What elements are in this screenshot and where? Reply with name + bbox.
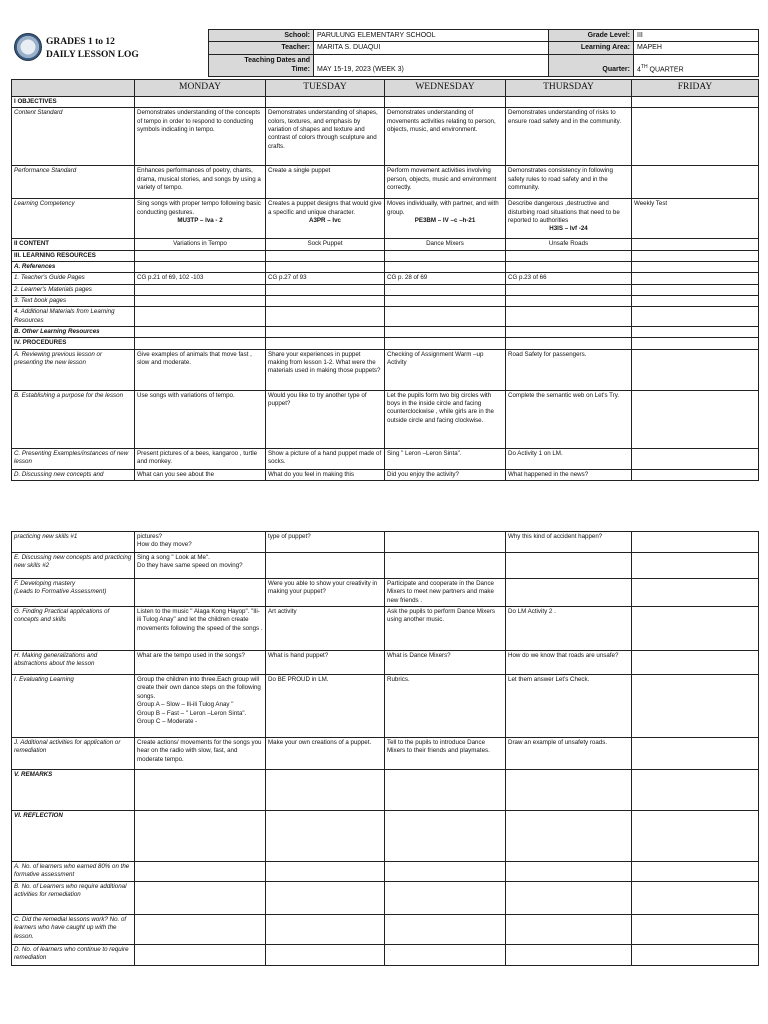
document-title [46, 36, 139, 62]
cell-text: Share your experiences in puppet making from lesson 1-2. What were the materials used in making those puppets? [268, 350, 381, 375]
quarter-value: 4TH QUARTER [634, 54, 759, 76]
day-cell [266, 944, 385, 965]
cell-text: Show a picture of a hand puppet made of socks. [268, 449, 382, 466]
deped-seal-logo [14, 33, 42, 61]
day-cell [135, 579, 266, 607]
lesson-row [12, 284, 759, 295]
cell-text: Demonstrates understanding of risks to ensure road safety and in the community. [508, 109, 622, 125]
day-cell [385, 349, 506, 390]
day-cell [135, 327, 266, 338]
day-cell [266, 338, 385, 349]
lesson-row [12, 273, 759, 284]
row-label: II CONTENT [12, 239, 135, 250]
row-label: G. Finding Practical applications of concepts and skills [12, 607, 135, 651]
row-label: I. Evaluating Learning [12, 675, 135, 738]
day-cell [135, 553, 266, 579]
lesson-row [12, 448, 759, 469]
title-line-1: GRADES 1 to 12 [46, 37, 115, 47]
lesson-row [12, 250, 759, 261]
day-cell [135, 738, 266, 770]
row-label: B. No. of Learners who require additional activities for remediation [12, 881, 135, 914]
day-cell [506, 295, 632, 306]
row-label: C. Did the remedial lessons work? No. of learners who have caught up with the lesson. [12, 914, 135, 944]
day-cell [135, 862, 266, 882]
day-cell [385, 881, 506, 914]
lesson-row [12, 532, 759, 553]
cell-text: Sing " Leron –Leron Sinta". [387, 449, 462, 457]
day-cell [506, 261, 632, 272]
day-header: FRIDAY [632, 80, 759, 97]
row-label: C. Presenting Examples/instances of new lesson [12, 448, 135, 469]
cell-text: What is Dance Mixers? [387, 652, 451, 660]
cell-text: Rubrics. [387, 676, 410, 684]
lesson-row [12, 881, 759, 914]
day-cell [506, 469, 632, 480]
day-cell [632, 675, 759, 738]
cell-text: Make your own creations of a puppet. [268, 739, 372, 747]
day-header: WEDNESDAY [385, 80, 506, 97]
lesson-row [12, 553, 759, 579]
day-cell [632, 607, 759, 651]
day-cell [506, 390, 632, 448]
day-cell [266, 862, 385, 882]
cell-text: CG p.23 of 66 [508, 274, 547, 282]
competency-code: A3PR – Ivc [309, 216, 341, 224]
day-cell [632, 261, 759, 272]
day-cell [135, 532, 266, 553]
lesson-row [12, 349, 759, 390]
lesson-row [12, 738, 759, 770]
day-cell [266, 579, 385, 607]
day-cell [506, 738, 632, 770]
row-label: A. No. of learners who earned 80% on the formative assessment [12, 862, 135, 882]
cell-text: Road Safety for passengers. [508, 350, 587, 358]
cell-text: What happened in the news? [508, 470, 589, 478]
cell-text: Were you able to show your creativity in making your puppet? [268, 580, 378, 596]
day-cell [632, 579, 759, 607]
day-cell [632, 96, 759, 107]
cell-text: Checking of Assignment Warm –up Activity [387, 350, 484, 367]
lesson-row [12, 579, 759, 607]
lesson-row [12, 108, 759, 166]
dates-value: MAY 15-19, 2023 (WEEK 3) [314, 54, 549, 76]
lesson-row [12, 651, 759, 675]
cell-text: Why this kind of accident happen? [508, 533, 603, 540]
school-value: PARULUNG ELEMENTARY SCHOOL [314, 30, 549, 42]
day-cell [385, 862, 506, 882]
day-cell [266, 108, 385, 166]
day-cell [632, 390, 759, 448]
row-label: D. Discussing new concepts and [12, 469, 135, 480]
day-cell [385, 239, 506, 250]
day-cell [135, 96, 266, 107]
day-cell [506, 607, 632, 651]
day-cell [385, 651, 506, 675]
lesson-row [12, 675, 759, 738]
cell-text: How do we know that roads are unsafe? [508, 652, 619, 660]
cell-text: Demonstrates consistency in following safety rules to road safety and in the community. [508, 167, 613, 191]
day-cell [135, 273, 266, 284]
cell-text: CG p. 28 of 69 [387, 274, 428, 282]
day-header-row [12, 80, 759, 97]
day-cell [135, 284, 266, 295]
day-cell [632, 532, 759, 553]
cell-text: Complete the semantic web on Let's Try. [508, 391, 620, 399]
row-label: D. No. of learners who continue to require remediation [12, 944, 135, 965]
day-cell [632, 338, 759, 349]
day-header: TUESDAY [266, 80, 385, 97]
day-cell [632, 469, 759, 480]
cell-text: Would you like to try another type of puppet? [268, 391, 367, 408]
day-cell [506, 338, 632, 349]
day-cell [266, 273, 385, 284]
lesson-row [12, 914, 759, 944]
day-cell [385, 108, 506, 166]
competency-code: H3IS – Ivf -24 [549, 225, 588, 233]
day-cell [385, 338, 506, 349]
day-cell [506, 166, 632, 199]
school-label: School: [209, 30, 314, 42]
lesson-row [12, 96, 759, 107]
day-cell [135, 914, 266, 944]
day-cell [506, 239, 632, 250]
day-cell [385, 448, 506, 469]
quarter-label: Quarter: [549, 54, 634, 76]
day-header: THURSDAY [506, 80, 632, 97]
cell-text: Create a single puppet [268, 167, 331, 175]
lesson-row [12, 862, 759, 882]
cell-text: type of puppet? [268, 533, 311, 540]
day-cell [385, 327, 506, 338]
day-cell [632, 295, 759, 306]
day-cell [135, 166, 266, 199]
cell-text: CG p.21 of 69, 102 -103 [137, 274, 204, 282]
day-cell [266, 469, 385, 480]
cell-text: Perform movement activities involving person, objects, music and environment correctly. [387, 167, 497, 191]
day-cell [385, 96, 506, 107]
lesson-row [12, 307, 759, 327]
row-label: V. REMARKS [12, 770, 135, 811]
day-cell [266, 307, 385, 327]
grade-value: III [634, 30, 759, 42]
day-cell [632, 738, 759, 770]
day-cell [506, 448, 632, 469]
area-value: MAPEH [634, 42, 759, 54]
cell-text: Sing a song " Look at Me". Do they have same speed on moving? [137, 554, 243, 570]
day-cell [266, 199, 385, 239]
day-cell [135, 944, 266, 965]
day-cell [266, 284, 385, 295]
cell-text: Draw an example of unsafety roads. [508, 739, 608, 747]
day-cell [266, 914, 385, 944]
row-label: F. Developing mastery (Leads to Formative Assessment) [12, 579, 135, 607]
cell-text: Do BE PROUD in LM. [268, 676, 329, 684]
cell-text: What is hand puppet? [268, 652, 329, 660]
cell-text: Listen to the music " Alaga Kong Hayop". "Ili-ili Tulog Anay" and let the children create movements following the speed of the songs . [137, 608, 263, 632]
row-label: IV. PROCEDURES [12, 338, 135, 349]
row-label: 3. Text book pages [12, 295, 135, 306]
row-label: J. Additional activities for application or remediation [12, 738, 135, 770]
row-label: VI. REFLECTION [12, 811, 135, 862]
day-cell [135, 261, 266, 272]
cell-text: Sock Puppet [307, 240, 343, 248]
day-cell [632, 166, 759, 199]
day-cell [385, 250, 506, 261]
cell-text: Present pictures of a bees, kangaroo , turtle and monkey. [137, 449, 258, 466]
lesson-grid-page-1 [11, 79, 758, 481]
day-cell [266, 349, 385, 390]
cell-text: Demonstrates understanding of shapes, colors, textures, and emphasis by variation of shapes and texture and contrast of colors through sculpture and crafts. [268, 109, 378, 150]
day-cell [385, 944, 506, 965]
day-cell [506, 651, 632, 675]
day-cell [135, 108, 266, 166]
day-cell [632, 881, 759, 914]
day-cell [506, 914, 632, 944]
day-cell [506, 532, 632, 553]
row-label: 2. Learner's Materials pages [12, 284, 135, 295]
lesson-row [12, 338, 759, 349]
competency-code: PE3BM – IV –c –h-21 [414, 216, 476, 224]
cell-text: Group the children into three.Each group will create their own dance steps on the following songs. Group A – Slow – Ili-ili Tulog Anay " Group B – Fast – " Leron –Leron Sinta". Group C – Moderate - [137, 676, 261, 725]
row-label: Learning Competency [12, 199, 135, 239]
day-cell [135, 390, 266, 448]
day-cell [266, 327, 385, 338]
day-cell [266, 295, 385, 306]
day-cell [385, 607, 506, 651]
teacher-value: MARITA S. DUAQUI [314, 42, 549, 54]
row-label: 4. Additional Materials from Learning Resources [12, 307, 135, 327]
cell-text: Demonstrates understanding of movements activities relating to person, objects, music, and environment. [387, 109, 496, 133]
day-cell [506, 96, 632, 107]
day-cell [266, 651, 385, 675]
cell-text: Unsafe Roads [548, 240, 589, 248]
lesson-row [12, 261, 759, 272]
cell-text: Do LM Activity 2 . [508, 608, 556, 616]
day-cell [266, 96, 385, 107]
day-cell [385, 307, 506, 327]
header-info [208, 29, 758, 77]
lesson-row [12, 811, 759, 862]
day-cell [506, 579, 632, 607]
row-label: E. Discussing new concepts and practicing new skills #2 [12, 553, 135, 579]
row-label: III. LEARNING RESOURCES [12, 250, 135, 261]
lesson-row [12, 469, 759, 480]
cell-text: Do Activity 1 on LM. [508, 449, 563, 457]
day-cell [135, 811, 266, 862]
lesson-row [12, 607, 759, 651]
cell-text: Sing songs with proper tempo following basic conducting gestures. [137, 200, 261, 216]
day-cell [266, 239, 385, 250]
row-label: Content Standard [12, 108, 135, 166]
day-cell [506, 307, 632, 327]
cell-text: Dance Mixers [426, 240, 464, 248]
day-cell [632, 553, 759, 579]
lesson-row [12, 327, 759, 338]
day-cell [135, 469, 266, 480]
competency-code: MU3TP – Iva - 2 [177, 216, 223, 224]
day-cell [135, 199, 266, 239]
day-cell [632, 199, 759, 239]
lesson-row [12, 295, 759, 306]
cell-text: Enhances performances of poetry, chants, drama, musical stories, and songs by using a variety of tempo. [137, 167, 261, 191]
day-cell [632, 284, 759, 295]
day-cell [266, 738, 385, 770]
day-cell [385, 675, 506, 738]
day-cell [632, 108, 759, 166]
day-cell [385, 553, 506, 579]
day-cell [266, 261, 385, 272]
cell-text: What are the tempo used in the songs? [137, 652, 246, 660]
lesson-row [12, 390, 759, 448]
day-cell [632, 307, 759, 327]
day-cell [135, 338, 266, 349]
day-cell [266, 250, 385, 261]
day-cell [266, 811, 385, 862]
day-cell [135, 448, 266, 469]
day-cell [506, 327, 632, 338]
day-cell [266, 390, 385, 448]
dates-label: Teaching Dates and Time: [209, 54, 314, 76]
row-label: practicing new skills #1 [12, 532, 135, 553]
lesson-row [12, 239, 759, 250]
day-cell [506, 250, 632, 261]
day-cell [506, 881, 632, 914]
day-cell [632, 811, 759, 862]
day-cell [266, 448, 385, 469]
day-cell [266, 166, 385, 199]
cell-text: Weekly Test [634, 200, 668, 208]
day-cell [135, 881, 266, 914]
day-cell [135, 607, 266, 651]
day-cell [135, 239, 266, 250]
day-cell [135, 675, 266, 738]
day-cell [506, 108, 632, 166]
day-cell [266, 607, 385, 651]
cell-text: pictures? How do they move? [137, 533, 192, 549]
day-cell [632, 770, 759, 811]
cell-text: Ask the pupils to perform Dance Mixers using another music. [387, 608, 495, 624]
cell-text: Did you enjoy the activity? [387, 470, 459, 478]
day-cell [632, 327, 759, 338]
day-cell [135, 307, 266, 327]
day-cell [385, 469, 506, 480]
cell-text: Moves individually, with partner, and with group. [387, 200, 499, 216]
lesson-grid-page-2 [11, 531, 758, 966]
cell-text: Variations in Tempo [173, 240, 227, 248]
row-label: H. Making generalizations and abstractions about the lesson [12, 651, 135, 675]
day-cell [135, 250, 266, 261]
cell-text: Let them answer Let's Check. [508, 676, 590, 684]
day-cell [385, 284, 506, 295]
row-label: B. Other Learning Resources [12, 327, 135, 338]
lesson-row [12, 166, 759, 199]
day-cell [506, 944, 632, 965]
day-cell [632, 862, 759, 882]
cell-text: Demonstrates understanding of the concepts of tempo in order to respond to conducting symbols indicating in tempo. [137, 109, 261, 133]
day-cell [266, 770, 385, 811]
day-header: MONDAY [135, 80, 266, 97]
day-cell [385, 295, 506, 306]
day-cell [135, 651, 266, 675]
day-cell [266, 881, 385, 914]
teacher-label: Teacher: [209, 42, 314, 54]
cell-text: Let the pupils form two big circles with boys in the inside circle and facing counterclockwise , while girls are in the outside circle and facing clockwise. [387, 391, 494, 424]
day-cell [385, 738, 506, 770]
cell-text: Participate and cooperate in the Dance Mixers to meet new partners and make new friends . [387, 580, 494, 604]
cell-text: Create actions/ movements for the songs you hear on the radio with slow, fast, and moderate tempo. [137, 739, 262, 763]
row-label: A. Reviewing previous lesson or presenting the new lesson [12, 349, 135, 390]
day-cell [266, 553, 385, 579]
row-label: 1. Teacher's Guide Pages [12, 273, 135, 284]
cell-text: Give examples of animals that move fast , slow and moderate. [137, 350, 252, 367]
day-cell [632, 273, 759, 284]
day-cell [506, 862, 632, 882]
day-cell [385, 166, 506, 199]
row-label: B. Establishing a purpose for the lesson [12, 390, 135, 448]
day-cell [385, 261, 506, 272]
cell-text: CG p.27 of 93 [268, 274, 307, 282]
grade-label: Grade Level: [549, 30, 634, 42]
day-cell [385, 914, 506, 944]
day-cell [506, 349, 632, 390]
day-cell [506, 675, 632, 738]
cell-text: What can you see about the [137, 470, 215, 478]
cell-text: Describe dangerous ,destructive and disturbing road situations that need to be reported to authorities [508, 200, 620, 224]
day-cell [135, 295, 266, 306]
day-cell [506, 199, 632, 239]
day-cell [632, 349, 759, 390]
day-cell [506, 284, 632, 295]
day-cell [135, 770, 266, 811]
row-label: I OBJECTIVES [12, 96, 135, 107]
day-cell [632, 914, 759, 944]
cell-text: Tell to the pupils to introduce Dance Mixers to their friends and playmates. [387, 739, 490, 755]
day-cell [385, 770, 506, 811]
day-cell [385, 579, 506, 607]
lesson-row [12, 770, 759, 811]
day-cell [385, 532, 506, 553]
day-cell [632, 651, 759, 675]
day-cell [385, 811, 506, 862]
area-label: Learning Area: [549, 42, 634, 54]
day-cell [266, 675, 385, 738]
day-cell [135, 349, 266, 390]
row-label: Performance Standard [12, 166, 135, 199]
row-label: A. References [12, 261, 135, 272]
day-cell [506, 273, 632, 284]
day-cell [632, 448, 759, 469]
title-line-2: DAILY LESSON LOG [46, 49, 139, 60]
day-cell [385, 199, 506, 239]
cell-text: Creates a puppet designs that would give a specific and unique character. [268, 200, 382, 216]
lesson-row [12, 199, 759, 239]
cell-text: What do you feel in making this [268, 470, 354, 478]
day-cell [385, 390, 506, 448]
lesson-row [12, 944, 759, 965]
day-cell [632, 944, 759, 965]
day-cell [632, 250, 759, 261]
day-cell [506, 811, 632, 862]
day-cell [385, 273, 506, 284]
day-cell [632, 239, 759, 250]
day-cell [506, 770, 632, 811]
corner-cell [12, 80, 135, 97]
day-cell [506, 553, 632, 579]
cell-text: Art activity [268, 608, 297, 616]
day-cell [266, 532, 385, 553]
cell-text: Use songs with variations of tempo. [137, 391, 235, 399]
